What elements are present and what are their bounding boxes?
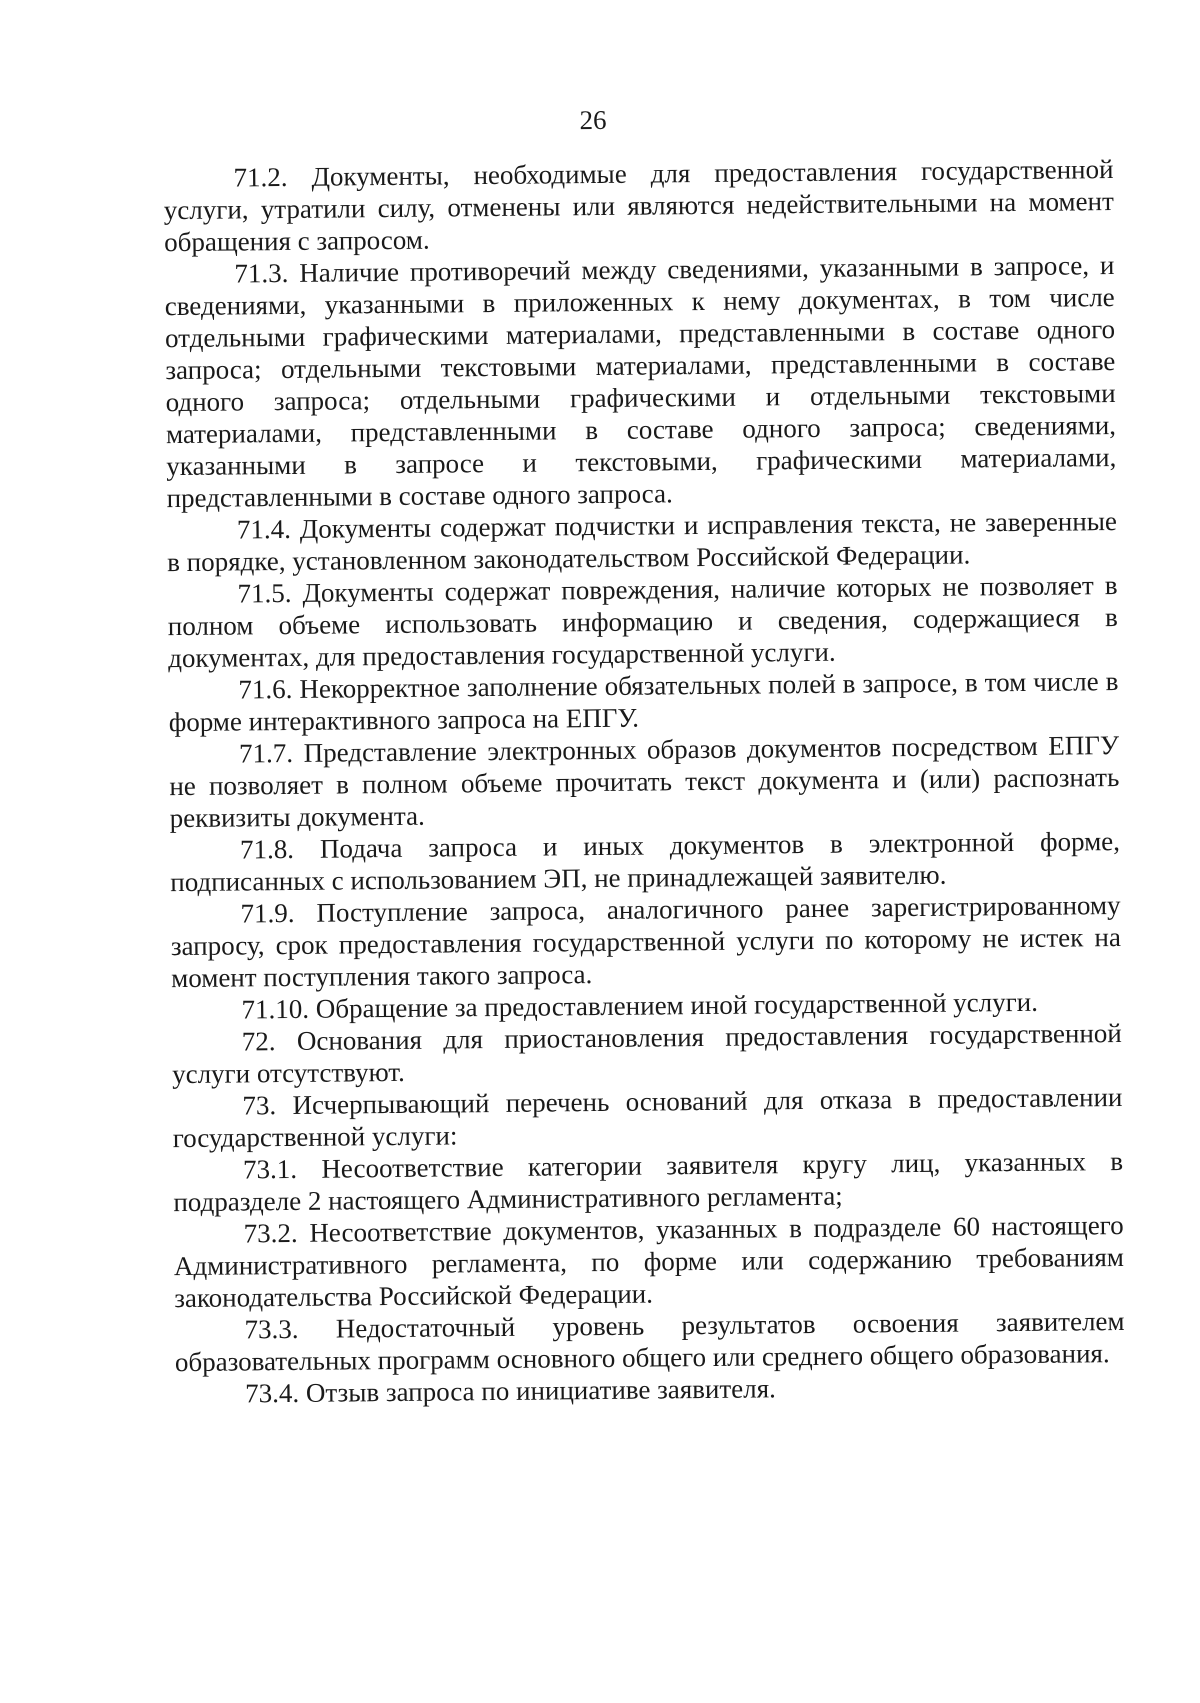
paragraph-73: 73. Исчерпывающий перечень оснований для отказа в предоставлении государственной услуги:	[172, 1081, 1123, 1154]
paragraph-71-8: 71.8. Подача запроса и иных документов в электронной форме, подписанных с использованием ЭП, не принадлежащей заявителю.	[170, 826, 1121, 898]
paragraph-71-2: 71.2. Документы, необходимые для предоставления государственной услуги, утратили силу, отменены или являются недействительными на момент обращения с запросом.	[163, 154, 1114, 258]
document-body	[163, 153, 1125, 1410]
paragraph-73-1: 73.1. Несоответствие категории заявителя кругу лиц, указанных в подразделе 2 настоящего Административного регламента;	[173, 1145, 1124, 1218]
paragraph-71-5: 71.5. Документы содержат повреждения, наличие которых не позволяет в полном объеме использовать информацию и сведения, содержащиеся в документах, для предоставления государственной услуги.	[167, 570, 1118, 674]
paragraph-72: 72. Основания для приостановления предоставления государственной услуги отсутствуют.	[171, 1018, 1122, 1090]
paragraph-71-7: 71.7. Представление электронных образов документов посредством ЕПГУ не позволяет в полном объеме прочитать текст документа и (или) распознать реквизиты документа.	[169, 730, 1120, 834]
paragraph-71-9: 71.9. Поступление запроса, аналогичного ранее зарегистрированному запросу, срок предоставления государственной услуги по которому не истек на момент поступления такого запроса.	[170, 890, 1122, 994]
paragraph-73-2: 73.2. Несоответствие документов, указанных в подразделе 60 настоящего Административного регламента, по форме или содержанию требованиям законодательства Российской Федерации.	[173, 1209, 1125, 1314]
paragraph-73-3: 73.3. Недостаточный уровень результатов освоения заявителем образовательных программ основного общего или среднего общего образования.	[174, 1305, 1125, 1378]
paragraph-71-10: 71.10. Обращение за предоставлением иной государственной услуги.	[241, 986, 1039, 1025]
paragraph-71-4: 71.4. Документы содержат подчистки и исправления текста, не заверенные в порядке, установленном законодательством Российской Федерации.	[167, 506, 1118, 578]
paragraph-71-6: 71.6. Некорректное заполнение обязательных полей в запросе, в том числе в форме интерактивного запроса на ЕПГУ.	[168, 666, 1119, 738]
paragraph-73-4: 73.4. Отзыв запроса по инициативе заявителя.	[245, 1373, 776, 1409]
paragraph-71-3: 71.3. Наличие противоречий между сведениями, указанными в запросе, и сведениями, указанными в приложенных к нему документах, в том числе отдельными графическими материалами, представленными в составе одного запроса; отдельными текстовыми материалами, представленными в составе одного запроса; отдельными графическими и отдельными текстовыми материалами, представленными в составе одного запроса; сведениями, указанными в запросе и текстовыми, графическими материалами, представленными в составе одного запроса.	[164, 250, 1117, 514]
page-number: 26	[579, 104, 607, 136]
